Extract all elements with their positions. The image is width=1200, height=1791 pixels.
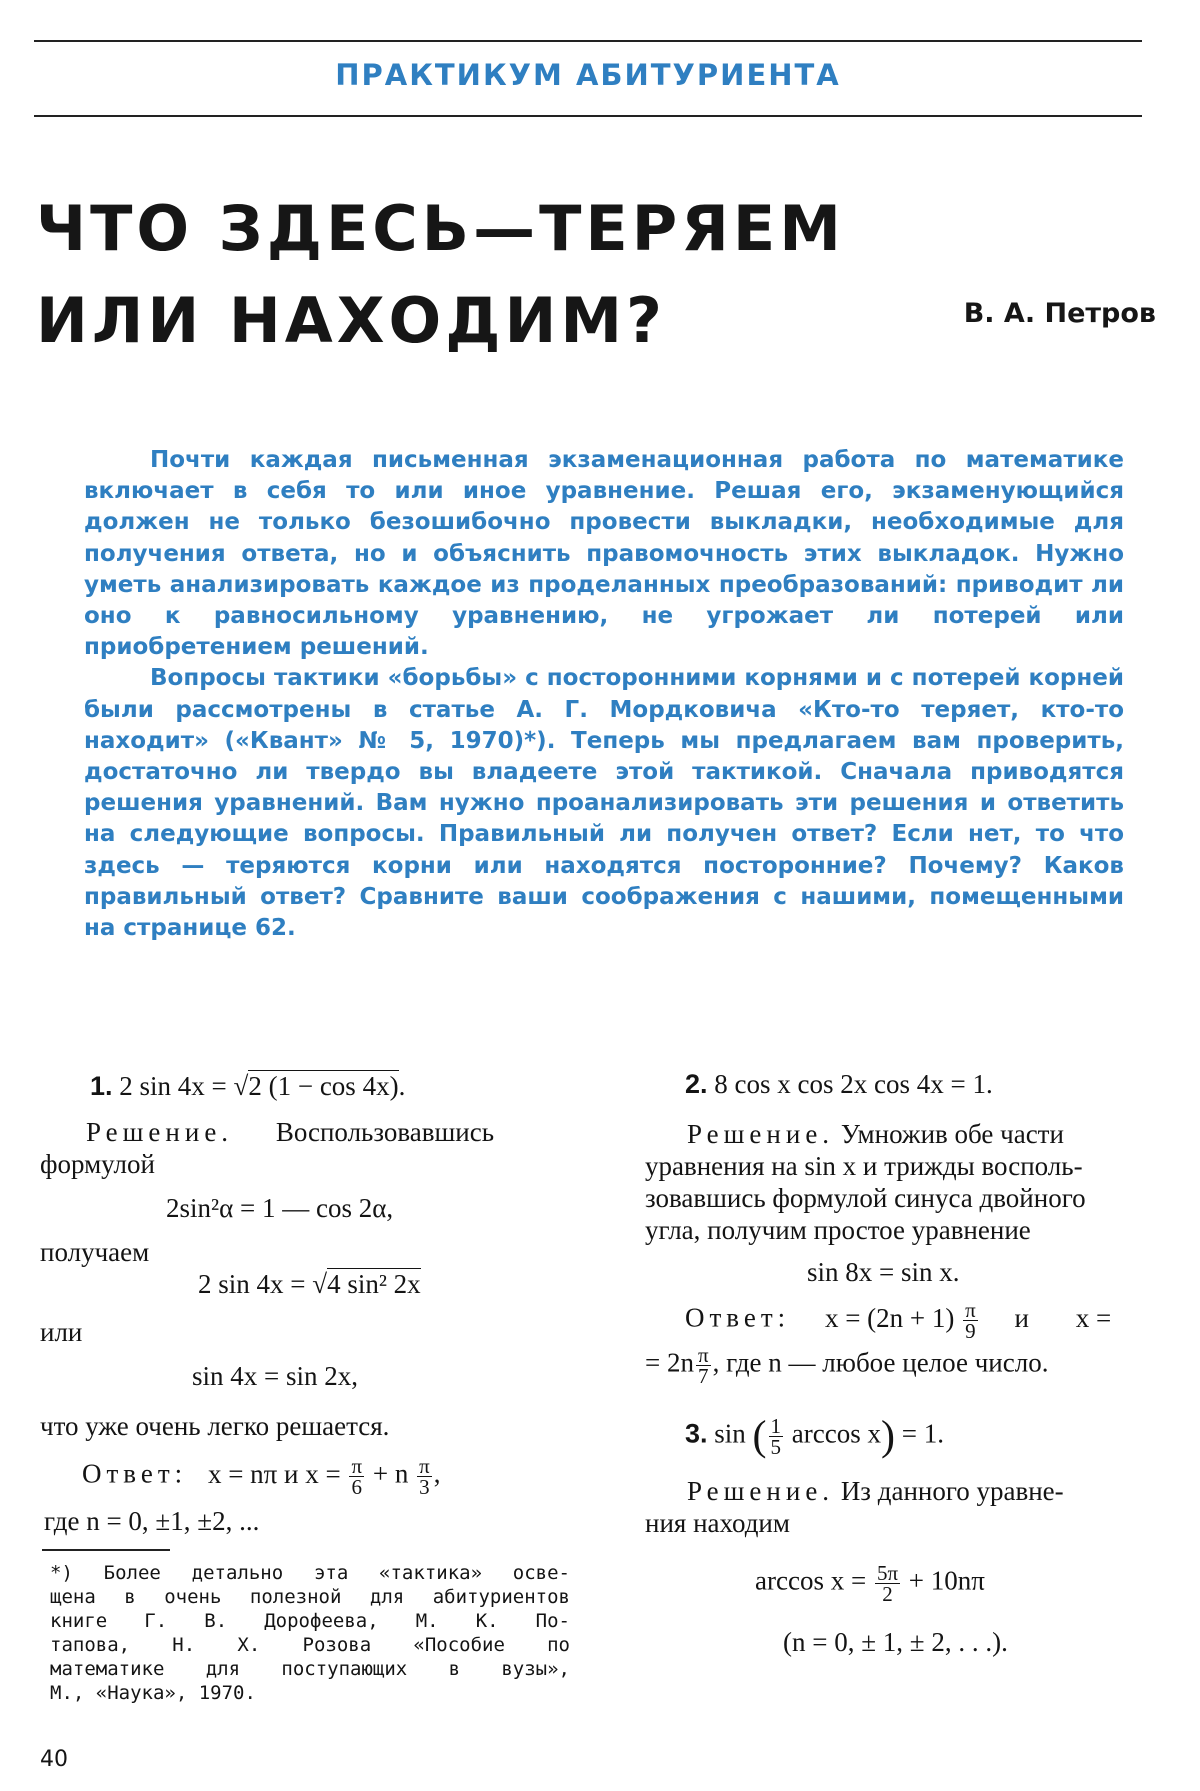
- left-paren-icon: (: [752, 1413, 767, 1460]
- problem-2-line-1: Умножив обе части: [840, 1119, 1064, 1149]
- fraction: [349, 1456, 364, 1497]
- problem-1-number: 1.: [90, 1071, 113, 1101]
- problem-1-step: [40, 1268, 570, 1300]
- problem-3-line-1: Из данного уравне-: [840, 1476, 1064, 1506]
- title-line-1: ЧТО ЗДЕСЬ—ТЕРЯЕМ: [36, 192, 845, 265]
- problem-1-step-lhs: 2 sin 4x =: [198, 1269, 306, 1299]
- fraction-numerator: π: [965, 1298, 976, 1322]
- problem-1-answer: [40, 1456, 570, 1497]
- problem-3-arccos: arccos x: [791, 1418, 881, 1449]
- problem-1-solution-text-2: формулой: [40, 1149, 155, 1179]
- problem-3-result-rhs: + 10nπ: [908, 1565, 985, 1596]
- sqrt-icon: √: [233, 1071, 249, 1101]
- problem-1-solution-label: Решение.: [86, 1117, 234, 1147]
- problem-1-solution-text: Воспользовавшись: [275, 1117, 495, 1147]
- fraction: [696, 1345, 711, 1386]
- footnote-line: математике для поступающих в вузы»,: [50, 1658, 570, 1680]
- section-rubric: ПРАКТИКУМ АБИТУРИЕНТА: [335, 58, 841, 92]
- footnote-line: *) Более детально эта «тактика» осве-: [50, 1562, 570, 1584]
- right-column: [645, 1068, 1160, 1658]
- rubric-rule: [34, 115, 1142, 117]
- problem-3-equation: [645, 1413, 1160, 1460]
- page-number: 40: [40, 1747, 68, 1772]
- fraction-numerator: π: [351, 1454, 363, 1478]
- problem-1-answer-plus: + n: [372, 1458, 409, 1489]
- fraction: [769, 1416, 784, 1457]
- footnote-line: книге Г. В. Дорофеева, М. К. По-: [50, 1610, 570, 1632]
- fraction-denominator: 6: [351, 1475, 363, 1499]
- footnote-line-last: М., «Наука», 1970.: [50, 1682, 256, 1704]
- problem-1-answer-comma: ,: [433, 1458, 441, 1489]
- fraction-denominator: 7: [698, 1364, 709, 1388]
- footnote-line: щена в очень полезной для абитуриентов: [50, 1586, 570, 1608]
- problem-2-line: угла, получим простое уравнение: [645, 1215, 1031, 1245]
- top-rule: [34, 40, 1142, 42]
- problem-2-number: 2.: [685, 1069, 708, 1099]
- left-column: [40, 1070, 570, 1705]
- footnote: [40, 1561, 570, 1705]
- fraction-denominator: 2: [882, 1582, 893, 1606]
- intro-paragraph-2: Вопросы тактики «борьбы» с посторонними корнями и с потерей корней были рассмотрены в статье А. Г. Мордковича «Кто-то теряет, кто-то находит» («Квант» № 5, 1970)*). Теперь мы предлагаем вам проверить, достаточно ли твердо вы владеете этой тактикой. Сначала приводятся решения уравнений. Вам нужно проанализировать эти решения и ответить на следующие вопросы. Правильный ли получен ответ? Если нет, то что здесь — теряются корни или находятся посторонние? Почему? Каков правильный ответ? Сравните ваши соображения с нашими, помещенными на странице 62.: [84, 665, 1124, 942]
- author: В. А. Петров: [963, 298, 1156, 329]
- problem-2-answer-part1: x = (2n + 1): [824, 1302, 955, 1333]
- problem-1-lhs: 2 sin 4x =: [119, 1071, 227, 1101]
- problem-2-line: уравнения на sin x и трижды восполь-: [645, 1151, 1083, 1181]
- problem-2-line2-end: , где n — любое целое число.: [712, 1347, 1049, 1378]
- problem-2-simple-equation: sin 8x = sin x.: [807, 1257, 960, 1287]
- fraction-numerator: π: [697, 1343, 709, 1367]
- footnote-rule: [42, 1549, 170, 1551]
- problem-2-x-eq: x =: [1075, 1302, 1112, 1333]
- problem-2-answer-label: Ответ:: [685, 1302, 791, 1333]
- fraction-denominator: 9: [965, 1319, 976, 1343]
- problem-2-equation: [645, 1068, 1160, 1100]
- problem-3-solution-label: Решение.: [687, 1476, 835, 1506]
- right-paren-icon: ): [881, 1413, 895, 1460]
- problem-3-solution-line: [645, 1475, 1160, 1507]
- problem-1-radicand: 2 (1 − cos 4x): [248, 1071, 399, 1101]
- fraction: [875, 1563, 900, 1604]
- problem-3-eq-end: = 1.: [901, 1418, 944, 1449]
- problem-1-solution-line: [40, 1116, 570, 1148]
- fraction-denominator: 3: [419, 1475, 430, 1499]
- fraction-numerator: π: [419, 1454, 430, 1478]
- problem-1-formula: 2sin²α = 1 — cos 2α,: [166, 1193, 394, 1223]
- problem-2-answer-line-2: [645, 1345, 1160, 1386]
- fraction-numerator: 5π: [876, 1561, 899, 1585]
- problem-3-result: [645, 1563, 1160, 1604]
- problem-1-easy: что уже очень легко решается.: [40, 1411, 390, 1441]
- footnote-line: тапова, Н. Х. Розова «Пособие по: [50, 1634, 570, 1656]
- title-line-2: ИЛИ НАХОДИМ?: [36, 284, 667, 357]
- problem-3-number: 3.: [685, 1418, 708, 1449]
- sqrt-icon: √: [312, 1269, 328, 1299]
- problem-2-and: и: [1014, 1302, 1029, 1333]
- problem-3-line-2: ния находим: [645, 1508, 790, 1538]
- problem-2-solution-line: [645, 1118, 1160, 1150]
- problem-1-answer-part1: x = nπ и x =: [207, 1458, 341, 1489]
- fraction: [417, 1456, 432, 1497]
- problem-1-where: где n = 0, ±1, ±2, ...: [44, 1506, 260, 1536]
- fraction-numerator: 1: [770, 1414, 782, 1438]
- article-title: [36, 183, 845, 367]
- problem-3-result-lhs: arccos x =: [755, 1565, 867, 1596]
- problem-2-equation-text: 8 cos x cos 2x cos 4x = 1.: [714, 1069, 993, 1099]
- problem-2-line: зовавшись формулой синуса двойного: [645, 1183, 1086, 1213]
- intro-text: [84, 445, 1124, 944]
- problem-1-step-2: sin 4x = sin 2x,: [192, 1361, 358, 1391]
- problem-3-sin: sin: [714, 1418, 746, 1449]
- problem-1-or: или: [40, 1317, 83, 1347]
- problem-1-answer-label: Ответ:: [82, 1458, 188, 1489]
- fraction-denominator: 5: [770, 1435, 782, 1459]
- problem-3-range: (n = 0, ± 1, ± 2, . . .).: [783, 1627, 1008, 1657]
- fraction: [963, 1300, 978, 1341]
- problem-1-gets: получаем: [40, 1237, 150, 1267]
- problem-2-answer: [645, 1300, 1160, 1341]
- problem-1-equation: 1. 2 sin 4x = √2 (1 − cos 4x).: [90, 1071, 406, 1101]
- problem-2-solution-label: Решение.: [687, 1119, 835, 1149]
- problem-2-line2-start: = 2n: [645, 1347, 694, 1378]
- problem-1-step-radicand: 4 sin² 2x: [327, 1269, 421, 1299]
- intro-paragraph-1: Почти каждая письменная экзаменационная работа по математике включает в себя то или иное уравнение. Решая его, экзаменующийся должен не только безошибочно провести выкладки, необходимые для получения ответа, но и объяснить правомочность этих выкладок. Нужно уметь анализировать каждое из проделанных преобразований: приводит ли оно к равносильному уравнению, не угрожает ли потерей или приобретением решений.: [84, 447, 1124, 661]
